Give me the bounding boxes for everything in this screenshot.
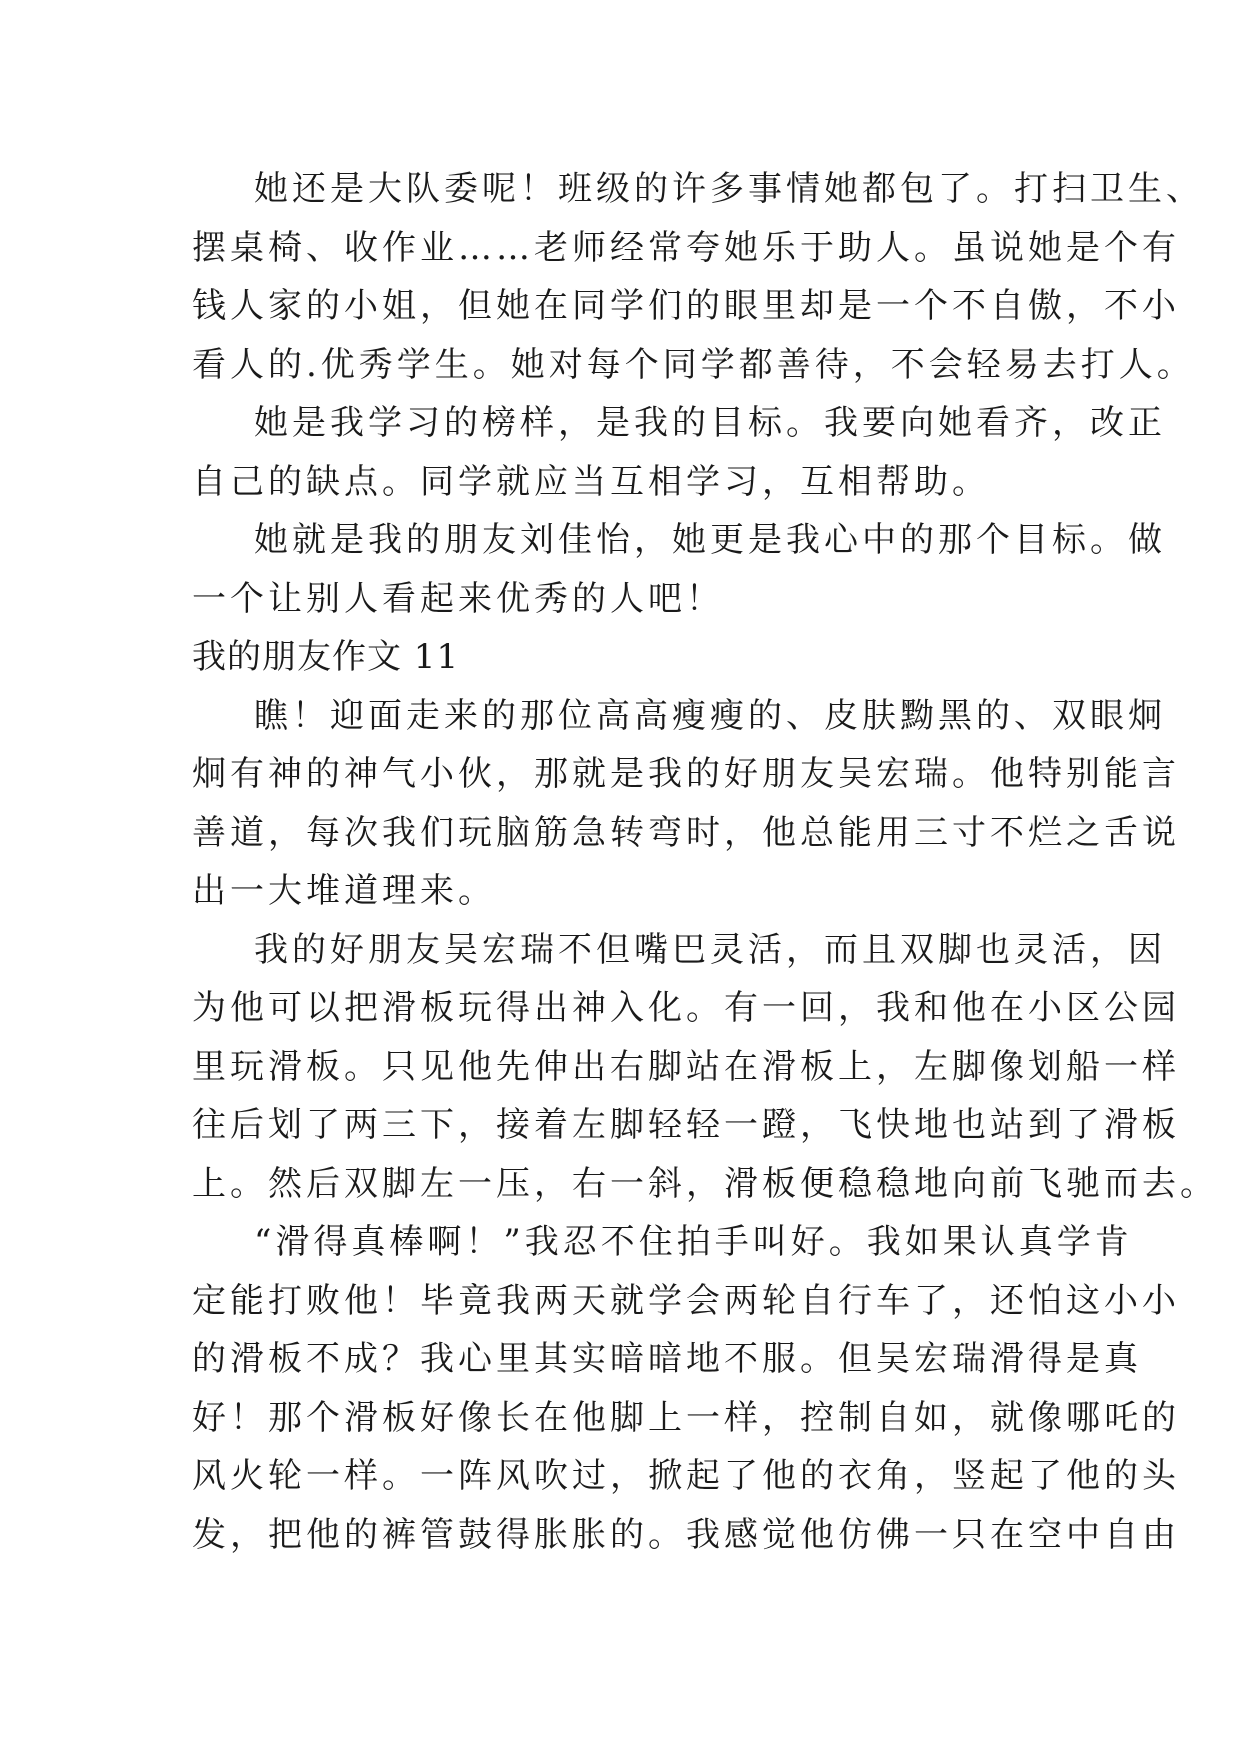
- text-line: 瞧！迎面走来的那位高高瘦瘦的、皮肤黝黑的、双眼炯: [254, 695, 1166, 736]
- text-line: 上。然后双脚左一压，右一斜，滑板便稳稳地向前飞驰而去。: [192, 1163, 1218, 1204]
- text-line: 看人的.优秀学生。她对每个同学都善待，不会轻易去打人。: [192, 344, 1195, 385]
- text-line: 钱人家的小姐，但她在同学们的眼里却是一个不自傲，不小: [192, 286, 1180, 326]
- paragraph: [192, 394, 1166, 511]
- text-line: 发，把他的裤管鼓得胀胀的。我感觉他仿佛一只在空中自由: [192, 1514, 1180, 1555]
- text-line: 我的好朋友吴宏瑞不但嘴巴灵活，而且双脚也灵活，因: [254, 929, 1166, 970]
- text-line: 她就是我的朋友刘佳怡，她更是我心中的那个目标。做: [254, 520, 1166, 560]
- text-line: 她是我学习的榜样，是我的目标。我要向她看齐，改正: [254, 403, 1166, 443]
- text-line: 摆桌椅、收作业……老师经常夸她乐于助人。虽说她是个有: [192, 227, 1180, 268]
- text-line: 往后划了两三下，接着左脚轻轻一蹬，飞快地也站到了滑板: [192, 1105, 1180, 1145]
- text-line: 炯有神的神气小伙，那就是我的好朋友吴宏瑞。他特别能言: [192, 754, 1180, 794]
- text-line: 好！那个滑板好像长在他脚上一样，控制自如，就像哪吒的: [192, 1397, 1180, 1438]
- paragraph: [192, 687, 1180, 921]
- text-line: 自己的缺点。同学就应当互相学习，互相帮助。: [192, 461, 990, 502]
- section-heading: 我的朋友作文 11: [192, 637, 460, 677]
- text-line: 里玩滑板。只见他先伸出右脚站在滑板上，左脚像划船一样: [192, 1046, 1180, 1087]
- text-line: 定能打败他！毕竟我两天就学会两轮自行车了，还怕这小小: [192, 1280, 1180, 1321]
- text-line: 一个让别人看起来优秀的人吧！: [192, 578, 724, 619]
- text-line: 善道，每次我们玩脑筋急转弯时，他总能用三寸不烂之舌说: [192, 812, 1180, 853]
- text-line: 风火轮一样。一阵风吹过，掀起了他的衣角，竖起了他的头: [192, 1456, 1180, 1496]
- text-line: 出一大堆道理来。: [192, 871, 496, 911]
- document-body: [192, 160, 1218, 1564]
- paragraph: [192, 921, 1218, 1214]
- paragraph: [192, 1213, 1180, 1564]
- text-line: 她还是大队委呢！班级的许多事情她都包了。打扫卫生、: [254, 169, 1204, 209]
- text-line: “滑得真棒啊！”我忍不住拍手叫好。我如果认真学肯: [254, 1222, 1133, 1262]
- paragraph: [192, 160, 1204, 394]
- text-line: 为他可以把滑板玩得出神入化。有一回，我和他在小区公园: [192, 988, 1180, 1028]
- paragraph: [192, 511, 1166, 628]
- text-line: 的滑板不成？我心里其实暗暗地不服。但吴宏瑞滑得是真: [192, 1339, 1142, 1379]
